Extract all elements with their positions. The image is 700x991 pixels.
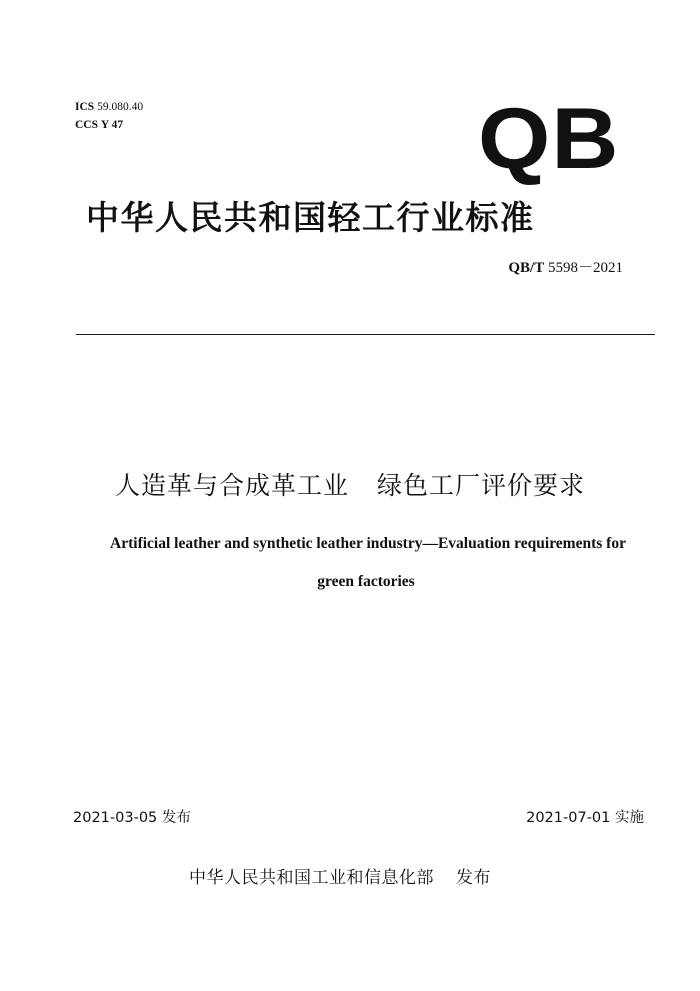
ccs-label: CCS [75,119,99,131]
ics-line [75,98,143,116]
header-divider [76,334,655,335]
standard-number [508,258,623,278]
document-title-cn-part1: 人造革与合成革工业 [114,471,349,500]
document-title-en-line1: Artificial leather and synthetic leather industry—Evaluation requirements for [110,535,626,552]
document-title-cn [0,469,700,503]
standard-number-prefix: QB/T [508,260,545,276]
issuing-authority [189,866,491,890]
document-title-cn-part2: 绿色工厂评价要求 [377,471,586,500]
standard-title: 中华人民共和国轻工行业标准 [86,198,535,237]
implementation-date-label: 实施 [615,810,644,826]
implementation-date [526,808,644,828]
issuer-label: 发布 [456,868,491,888]
implementation-date-value: 2021-07-01 [526,810,611,826]
classification-codes [75,98,143,134]
issue-date [73,808,191,828]
document-title-en-line2: green factories [317,573,415,590]
standard-number-code: 5598－2021 [547,260,623,276]
issuer-name: 中华人民共和国工业和信息化部 [189,868,434,888]
ccs-line [75,116,143,134]
ics-label: ICS [75,101,95,113]
ccs-code: Y 47 [100,119,124,131]
ics-code: 59.080.40 [97,101,144,113]
issue-date-value: 2021-03-05 [73,810,158,826]
issue-date-label: 发布 [161,810,191,826]
qb-logo: QB [478,91,620,187]
